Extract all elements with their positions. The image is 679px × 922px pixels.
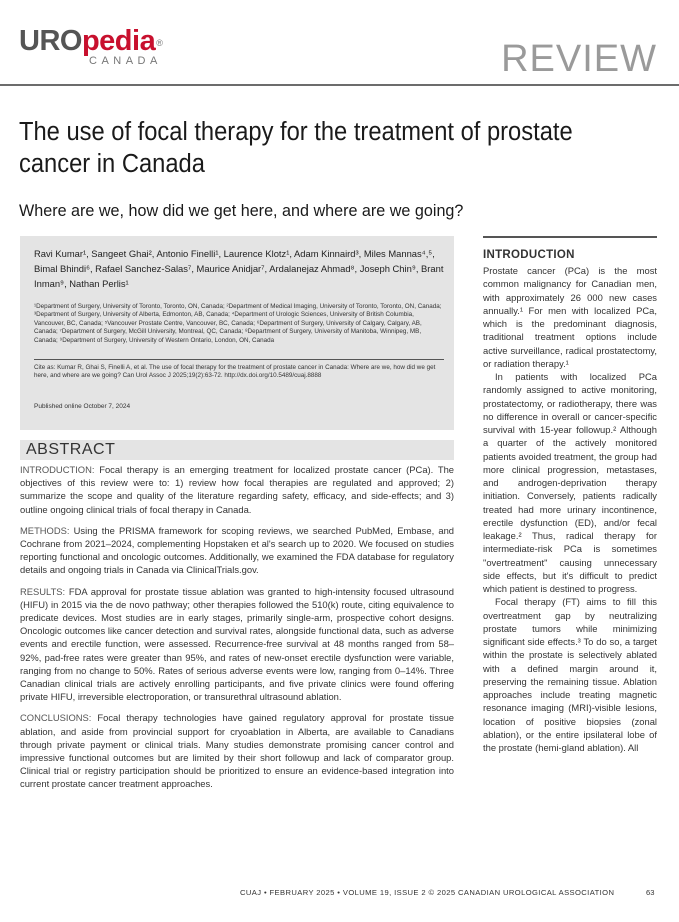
author-info-box [20,236,454,430]
abstract-heading-bar [20,440,454,460]
abstract-conclusions-text: Focal therapy technologies have gained regulatory approval for prostate tissue ablation, and aside from provincial support for cryoablation in Alberta, are available to Canadians through private payment or clinical trials. Many studies demonstrate promising cancer control and impressive functional outcomes but are limited by their short followup and lack of comparator group. Clinical trial or registry participation should be prioritized to ensure an evidence-based integration into current prostate cancer treatment approaches. [20,712,454,790]
logo-pedia-text: pedia [81,25,156,57]
abstract-results-text: FDA approval for prostate tissue ablation was granted to high-intensity focused ultrasound (HIFU) in 2015 via the de novo pathway; other therapies followed the 510(k) route, citing equivalence to predicate devices. Most studies are in early stages, primarily single-arm, prospective cohort designs. Oncologic outcomes like cancer detection and survival rates, alongside functional data, such as adverse events and erectile function, were assessed. Recurrence-free survival at 48 months ranged from 58–92%, pad-free rates were greater than 95%, and rates of new-onset erectile dysfunction were variable, ranging from no change to 50%. Rates of serious adverse events were low, ranging from 0–14%. Three Canadian clinical trials are actively enrolling participants, and five private clinics were found offering private HIFU, irreversible electroporation, or transurethral ultrasound ablation. [20,585,454,703]
abstract-results [20,585,454,704]
abstract-introduction [20,463,454,516]
introduction-heading: INTRODUCTION [483,249,575,261]
logo-uro-text: URO [19,25,82,57]
introduction-paragraph-2: In patients with localized PCa randomly assigned to active monitoring, prostatectomy, or radiotherapy, there was no difference in overall or cancer-specific survival with 15-year followup.² Although a quarter of the actively monitored patients avoided treatment, the group had more clinical progression, metastases, and androgen-deprivation therapy initiation. Conversely, patients radically treated had more urinary incontinence, erectile dysfunction (ED), and/or fecal leakage.² Thus, radical therapy for intermediate-risk PCa is sometimes "overtreatment" causing unnecessary side effects, but it's difficult to predict which patient is destined to progress. [483,371,657,594]
article-subtitle: Where are we, how did we get here, and where are we going? [19,201,464,220]
logo-subtitle: CANADA [89,55,162,67]
introduction-top-rule [483,236,657,238]
abstract-body [20,463,454,799]
abstract-introduction-text: Focal therapy is an emerging treatment for localized prostate cancer (PCa). The objectives of this review were to: 1) review how focal therapies are regulated and approved; 2) summarize the scope and quality of the literature regarding safety, efficacy, and side-effects; and 3) outline ongoing clinical trials of focal therapy in Canada. [20,464,454,515]
uropedia-logo [19,26,194,70]
abstract-conclusions [20,711,454,790]
abstract-methods-label: METHODS: [20,524,70,536]
introduction-body [483,264,657,754]
affiliations: ¹Department of Surgery, University of Toronto, Toronto, ON, Canada; ²Department of Medical Imaging, University of Toronto, Toronto, ON, Canada; ³Department of Surgery, University of Alberta, Edmonton, AB, Canada; ⁴Department of Urologic Sciences, University of British Columbia, Vancouver, BC, Canada; ⁵Vancouver Prostate Centre, Vancouver, BC, Canada; ⁶Department of Surgery, University of Calgary, Calgary, AB, Canada; ⁷Department of Surgery, McGill University, Montreal, QC, Canada; ⁸Department of Surgery, University of Manitoba, Winnipeg, MB, Canada; ⁹Department of Surgery, University of Western Ontario, London, ON, Canada [34,303,442,344]
abstract-heading: ABSTRACT [26,441,116,458]
introduction-paragraph-1: Prostate cancer (PCa) is the most common malignancy for Canadian men, with approximately 26 000 new cases annually.¹ For men with localized PCa, which is the predominant diagnosis, traditional treatment options include active surveillance, radical prostatectomy, or radiation therapy.¹ [483,265,657,369]
page-number: 63 [646,888,655,897]
author-list: Ravi Kumar¹, Sangeet Ghai², Antonio Finelli¹, Laurence Klotz¹, Adam Kinnaird³, Miles Mannas⁴,⁵, Bimal Bhindi⁶, Rafael Sanchez-Salas⁷, Maurice Anidjar⁷, Ardalanejaz Ahmad⁸, Joseph Chin⁹, Brant Inman⁹, Nathan Perlis¹ [34,248,444,289]
author-box-divider [34,359,444,360]
abstract-results-label: RESULTS: [20,585,66,597]
abstract-conclusions-label: CONCLUSIONS: [20,712,92,724]
logo-wordmark [19,26,194,56]
article-title: The use of focal therapy for the treatment of prostate cancer in Canada [19,118,573,178]
citation: Cite as: Kumar R, Ghai S, Finelli A, et al. The use of focal therapy for the treatment of prostate cancer in Canada: Where are we, how did we get here, and where are we going? Can Urol Assoc J 2025;19(2):63-72. http://dx.doi.org/10.5489/cuaj.8888 [34,364,436,380]
introduction-paragraph-3: Focal therapy (FT) aims to fill this overtreatment gap by neutralizing prostate tumors while minimizing significant side effects.³ To do so, a target within the prostate is selectively ablated with a defined margin around it, preserving the remaining tissue. Ablation approaches include treating magnetic resonance imaging (MRI)-visible lesions, location of positive biopsies (zonal ablation), or the entire ipsilateral lobe of the prostate (hemi-gland ablation). All [483,596,657,753]
section-label: REVIEW [501,38,657,80]
registered-mark: ® [156,38,163,48]
abstract-methods-text: Using the PRISMA framework for scoping reviews, we searched PubMed, Embase, and Cochrane from 2021–2024, complementing Hopstaken et al's search up to 2020. We focused on studies reporting functional and oncologic outcomes. Additionally, we examined the FDA database for regulatory details and ongoing trials in Canada via ClinicalTrials.gov. [20,524,454,576]
abstract-methods [20,524,454,577]
header-divider [0,84,679,86]
published-date: Published online October 7, 2024 [34,403,131,410]
journal-footer: CUAJ • FEBRUARY 2025 • VOLUME 19, ISSUE 2 © 2025 CANADIAN UROLOGICAL ASSOCIATION [240,888,615,897]
abstract-introduction-label: INTRODUCTION: [20,464,95,475]
